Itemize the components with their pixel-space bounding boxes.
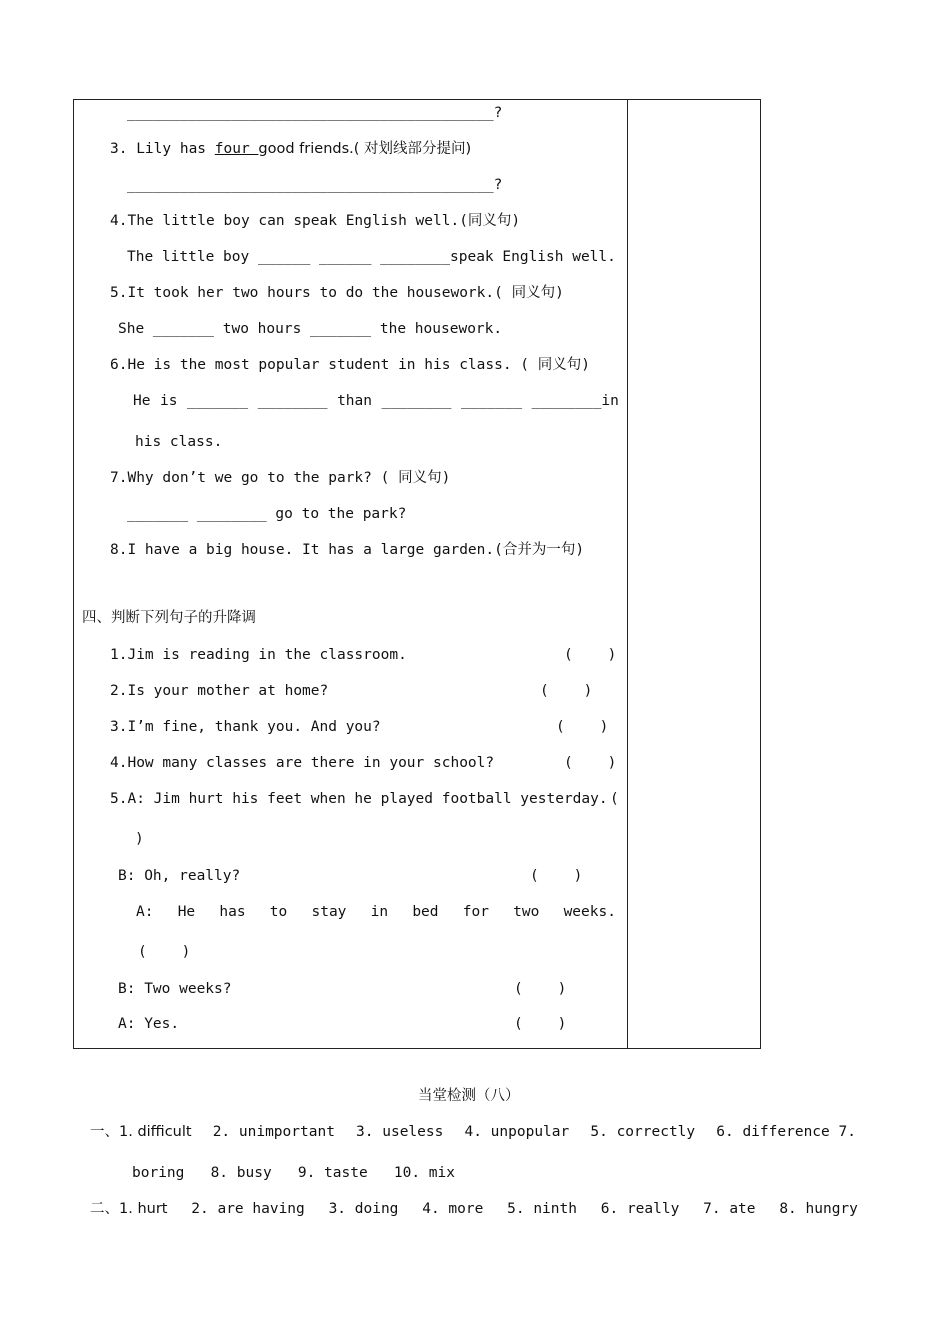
question-3-text-start: 3. Lily has: [110, 141, 215, 157]
table-column-divider: [627, 99, 628, 1049]
question-6-answer: [133, 391, 619, 411]
answer-item: 3. useless: [356, 1124, 444, 1140]
question-6: 6.He is the most popular student in his class. ( 同义句): [110, 357, 590, 373]
question-3: [110, 139, 471, 159]
answer-item: 7. ate: [703, 1201, 756, 1217]
answer-item: 2. unimportant: [212, 1124, 335, 1140]
intonation-item: 2.Is your mother at home?: [110, 683, 329, 699]
dialogue-word: A:: [136, 904, 154, 920]
dialogue-word: for: [462, 904, 489, 920]
answer-parentheses: ( ): [514, 1016, 567, 1032]
question-3-underlined-word: four: [214, 141, 259, 157]
dialogue-line: B: Oh, really?: [118, 868, 241, 884]
question-4-answer: The little boy ______ ______ ________speak English well.: [127, 249, 616, 265]
answer-row-1: [90, 1122, 856, 1142]
answer-item: 2. are having: [191, 1201, 305, 1217]
dialogue-word: in: [370, 904, 389, 920]
answer-key-title: 当堂检测（八）: [418, 1088, 520, 1104]
answer-item: 4. more: [422, 1201, 484, 1217]
answer-parentheses: ( ): [530, 868, 583, 884]
answer-item: 一、1. difficult: [90, 1124, 192, 1140]
section-heading: 四、判断下列句子的升降调: [82, 610, 256, 626]
answer-item: 5. correctly: [590, 1124, 696, 1140]
answer-item: 3. doing: [328, 1201, 399, 1217]
dialogue-word: stay: [311, 904, 347, 920]
answer-blank-line: __________________________________________?: [127, 105, 503, 121]
answer-blank: _______: [187, 393, 249, 409]
intonation-item: 5.A: Jim hurt his feet when he played football yesterday.: [110, 791, 608, 807]
answer-word: He: [133, 393, 151, 409]
dialogue-word: has: [219, 904, 246, 920]
answer-row-2: [90, 1199, 858, 1219]
dialogue-word: He: [177, 904, 196, 920]
question-8: 8.I have a big house. It has a large garden.(合并为一句): [110, 542, 585, 558]
answer-blank: ________: [381, 393, 452, 409]
dialogue-line: A: Yes.: [118, 1016, 180, 1032]
question-5-answer: She _______ two hours _______ the housework.: [118, 321, 503, 337]
answer-parentheses: ( ): [138, 944, 191, 960]
intonation-item: 4.How many classes are there in your school?: [110, 755, 495, 771]
intonation-item: 1.Jim is reading in the classroom.: [110, 647, 407, 663]
question-5: 5.It took her two hours to do the housework.( 同义句): [110, 285, 564, 301]
dialogue-word: two: [513, 904, 540, 920]
answer-blank: ________in: [531, 393, 619, 409]
answer-parentheses: ( ): [540, 683, 593, 699]
answer-item: 5. ninth: [507, 1201, 577, 1217]
answer-parentheses: ( ): [564, 755, 617, 771]
dialogue-line: [136, 902, 616, 922]
answer-blank: ________: [257, 393, 328, 409]
answer-item: 4. unpopular: [464, 1124, 570, 1140]
answer-parenthesis-close: ): [135, 831, 144, 847]
answer-word: is: [160, 393, 178, 409]
answer-parentheses: ( ): [514, 981, 567, 997]
answer-row-1-continued: boring 8. busy 9. taste 10. mix: [132, 1165, 456, 1181]
answer-item: 6. difference 7.: [716, 1124, 856, 1140]
question-3-text-end: good friends.( 对划线部分提问): [258, 141, 472, 157]
question-6-answer-continued: his class.: [135, 434, 223, 450]
question-7: 7.Why don’t we go to the park? ( 同义句): [110, 470, 451, 486]
intonation-item: 3.I’m fine, thank you. And you?: [110, 719, 381, 735]
answer-item: 8. hungry: [779, 1201, 858, 1217]
answer-parenthesis-open: (: [610, 791, 619, 807]
answer-blank-line: __________________________________________?: [127, 177, 503, 193]
question-7-answer: _______ ________ go to the park?: [127, 506, 407, 522]
dialogue-line: B: Two weeks?: [118, 981, 232, 997]
answer-item: 二、1. hurt: [90, 1201, 168, 1217]
answer-word: than: [337, 393, 372, 409]
answer-blank: _______: [460, 393, 523, 409]
answer-parentheses: ( ): [564, 647, 617, 663]
question-4: 4.The little boy can speak English well.(同义句): [110, 213, 521, 229]
answer-parentheses: ( ): [556, 719, 609, 735]
dialogue-word: to: [269, 904, 288, 920]
dialogue-word: bed: [412, 904, 439, 920]
dialogue-word: weeks.: [563, 904, 616, 920]
answer-item: 6. really: [600, 1201, 680, 1217]
